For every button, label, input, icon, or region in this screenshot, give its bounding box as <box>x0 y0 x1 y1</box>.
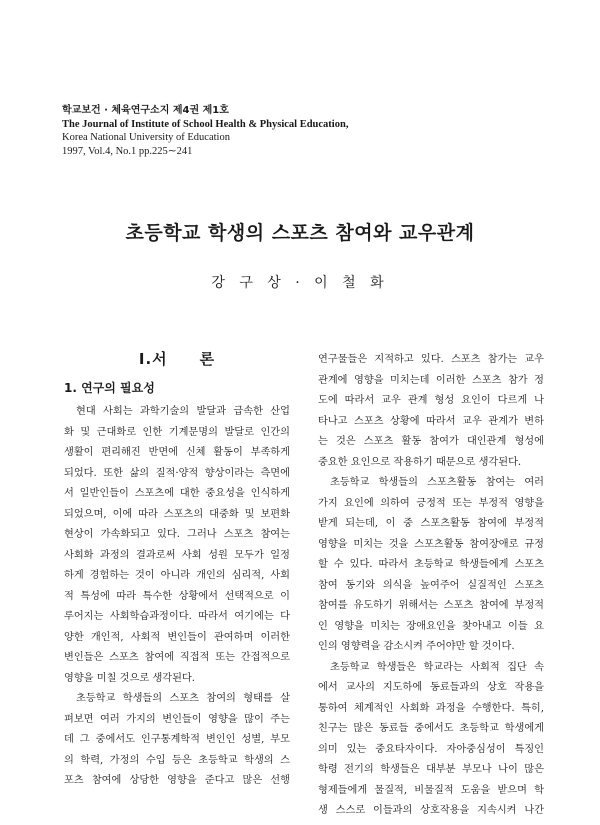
text-line: 초등학교 학생들의 스포츠활동 참여는 여러 <box>330 477 544 488</box>
left-column <box>64 348 290 792</box>
journal-header <box>62 104 542 158</box>
text-line: 학령 전기의 학생들은 대부분 부모나 나이 많은 <box>318 764 544 775</box>
right-column <box>318 350 544 822</box>
text-line: 서 일반인들이 스포츠에 대한 중요성을 인식하게 <box>64 488 290 499</box>
text-line: 초등학교 학생들의 스포츠 참여의 형태를 살 <box>76 693 290 704</box>
text-line: 하게 경험하는 것이 아니라 개인의 심리적, 사회 <box>64 570 290 581</box>
text-line: 타나고 스포츠 상황에 따라서 교우 관계가 변하 <box>318 415 544 427</box>
paper-title: 초등학교 학생의 스포츠 참여와 교우관계 <box>125 222 475 244</box>
text-line: 인의 영향력을 감소시켜 주어야만 할 것이다. <box>318 641 515 652</box>
text-line: 연구물들은 지적하고 있다. 스포츠 참가는 교우 <box>318 354 544 365</box>
text-line: 참여를 유도하기 위해서는 스포츠 참여에 부정적 <box>318 600 544 611</box>
text-line: 영향을 미치는 것을 스포츠활동 참여장애로 규정 <box>318 538 544 550</box>
text-line: 적 특성에 따라 특수한 상황에서 선택적으로 이 <box>64 590 290 602</box>
text-line: 데 그 중에서도 인구통계학적 변인인 성별, 부모 <box>64 734 290 745</box>
text-line: 친구는 많은 동료들 중에서도 초등학교 학생에게 <box>318 723 544 734</box>
text-line: 펴보면 여러 가지의 변인들이 영향을 많이 주는 <box>64 713 290 725</box>
text-line: 화 및 근대화로 인한 기계문명의 발달로 인간의 <box>64 426 290 438</box>
text-line: 변인들은 스포츠 참여에 직접적 또는 간접적으로 <box>64 652 290 663</box>
text-line: 참여 동기와 의식을 높여주어 실질적인 스포츠 <box>318 579 544 591</box>
text-line: 생활이 편리해진 반면에 신체 활동이 부족하게 <box>64 447 290 458</box>
text-line: 현상이 가속화되고 있다. 그러나 스포츠 참여는 <box>64 529 290 540</box>
text-line: 되었다. 또한 삶의 질적·양적 향상이라는 측면에 <box>64 467 290 479</box>
text-line: 생 스스로 이들과의 상호작용을 지속시켜 나간 <box>318 805 544 816</box>
text-line: 중요한 요인으로 작용하기 때문으로 생각된다. <box>318 456 522 468</box>
text-line: 형제들에게 물질적, 비물질적 도움을 받으며 학 <box>318 784 544 796</box>
text-line: 의미 있는 중요타자이다. 자아중심성이 특징인 <box>318 743 544 755</box>
text-line: 인 영향을 미치는 장애요인을 찾아내고 이들 요 <box>318 620 544 632</box>
journal-name-korean: 학교보건 · 체육연구소지 제4권 제1호 <box>62 105 229 116</box>
text-line: 포츠 참여에 상당한 영향을 준다고 많은 선행 <box>64 775 290 786</box>
text-line: 관계에 영향을 미치는데 이러한 스포츠 참가 정 <box>318 374 544 386</box>
text-line: 할 수 있다. 따라서 초등학교 학생들에게 스포츠 <box>318 559 544 570</box>
text-line: 되었으며, 이에 따라 스포츠의 대중화 및 보편화 <box>64 508 290 520</box>
text-line: 가지 요인에 의하여 긍정적 또는 부정적 영향을 <box>318 497 544 509</box>
text-line: 도에 따라서 교우 관계 형성 요인이 다르게 나 <box>318 395 544 406</box>
text-line: 는 것은 스포츠 활동 참여가 대인관계 형성에 <box>318 436 544 447</box>
text-line: 받게 되는데, 이 중 스포츠활동 참여에 부정적 <box>318 518 544 529</box>
text-line: 루어지는 사회학습과정이다. 따라서 여기에는 다 <box>64 611 290 622</box>
text-line: 에서 교사의 지도하에 동료들과의 상호 작용을 <box>318 682 544 693</box>
text-line: 영향을 미칠 것으로 생각된다. <box>64 672 196 684</box>
section-title-char-1: 서 <box>152 350 168 368</box>
citation-info: 1997, Vol.4, No.1 pp.225∼241 <box>62 145 193 157</box>
text-line: 초등학교 학생들은 학교라는 사회적 집단 속 <box>330 661 544 673</box>
section-number: I. <box>138 350 153 368</box>
section-heading <box>64 348 290 369</box>
text-line: 양한 개인적, 사회적 변인들이 관여하며 이러한 <box>64 631 290 643</box>
journal-name-english: The Journal of Institute of School Health & Physical Education, <box>62 118 349 130</box>
text-line: 통하여 체계적인 사회화 과정을 수행한다. 특히, <box>318 702 544 714</box>
university-name: Korea National University of Education <box>62 132 230 143</box>
text-line: 의 학력, 가정의 수입 등은 초등학교 학생의 스 <box>64 754 290 766</box>
text-line: 사회화 과정의 결과로써 사회 성원 모두가 일정 <box>64 549 290 561</box>
subsection-heading: 1. 연구의 필요성 <box>64 381 155 395</box>
paper-authors: 강 구 상 · 이 철 화 <box>211 275 389 291</box>
text-line: 현대 사회는 과학기술의 발달과 급속한 산업 <box>76 406 290 417</box>
section-title-char-2: 론 <box>199 350 216 368</box>
